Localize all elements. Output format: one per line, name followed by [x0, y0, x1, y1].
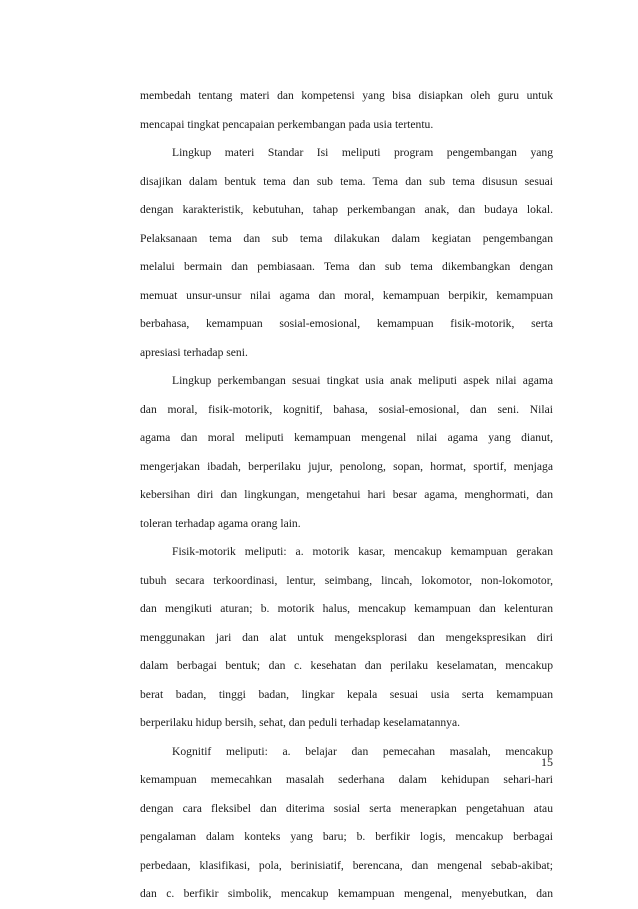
- text-line: berbahasa, kemampuan sosial-emosional, kemampuan fisik-motorik, serta: [140, 317, 553, 330]
- text-line: Pelaksanaan tema dan sub tema dilakukan dalam kegiatan pengembangan: [140, 231, 553, 245]
- text-line: mencapai tingkat pencapaian perkembangan pada usia tertentu.: [140, 117, 434, 131]
- text-line: apresiasi terhadap seni.: [140, 345, 248, 359]
- text-line: dan moral, fisik-motorik, kognitif, bahasa, sosial-emosional, dan seni. Nilai: [140, 402, 553, 416]
- text-line: toleran terhadap agama orang lain.: [140, 516, 301, 530]
- text-line: kebersihan diri dan lingkungan, mengetahui hari besar agama, menghormati, dan: [140, 488, 553, 501]
- text-line: pengalaman dalam konteks yang baru; b. berfikir logis, mencakup berbagai: [140, 830, 553, 843]
- body-text: [140, 82, 553, 909]
- text-line: Lingkup perkembangan sesuai tingkat usia anak meliputi aspek nilai agama: [172, 374, 553, 387]
- text-line: agama dan moral meliputi kemampuan mengenal nilai agama yang dianut,: [140, 431, 553, 444]
- text-line: membedah tentang materi dan kompetensi yang bisa disiapkan oleh guru untuk: [140, 89, 553, 102]
- text-line: memuat unsur-unsur nilai agama dan moral, kemampuan berpikir, kemampuan: [140, 288, 553, 302]
- text-line: berat badan, tinggi badan, lingkar kepala sesuai usia serta kemampuan: [140, 687, 553, 701]
- text-line: disajikan dalam bentuk tema dan sub tema. Tema dan sub tema disusun sesuai: [140, 174, 553, 188]
- text-line: Lingkup materi Standar Isi meliputi program pengembangan yang: [172, 146, 553, 159]
- text-line: kemampuan memecahkan masalah sederhana dalam kehidupan sehari-hari: [140, 773, 553, 786]
- text-line: dalam berbagai bentuk; dan c. kesehatan dan perilaku keselamatan, mencakup: [140, 659, 553, 672]
- text-line: Fisik-motorik meliputi: a. motorik kasar, mencakup kemampuan gerakan: [172, 545, 553, 558]
- text-line: dengan cara fleksibel dan diterima sosial serta menerapkan pengetahuan atau: [140, 801, 553, 815]
- text-line: perbedaan, klasifikasi, pola, berinisiatif, berencana, dan mengenal sebab-akibat;: [140, 858, 553, 872]
- text-line: mengerjakan ibadah, berperilaku jujur, penolong, sopan, hormat, sportif, menjaga: [140, 459, 553, 473]
- text-line: dan c. berfikir simbolik, mencakup kemampuan mengenal, menyebutkan, dan: [140, 887, 553, 900]
- text-line: berperilaku hidup bersih, sehat, dan peduli terhadap keselamatannya.: [140, 716, 460, 729]
- text-line: dan mengikuti aturan; b. motorik halus, mencakup kemampuan dan kelenturan: [140, 602, 553, 615]
- text-line: tubuh secara terkoordinasi, lentur, seimbang, lincah, lokomotor, non-lokomotor,: [140, 573, 553, 587]
- page-number: 15: [541, 755, 553, 769]
- text-line: melalui bermain dan pembiasaan. Tema dan sub tema dikembangkan dengan: [140, 260, 553, 273]
- text-line: menggunakan jari dan alat untuk mengeksplorasi dan mengekspresikan diri: [140, 630, 553, 644]
- text-line: Kognitif meliputi: a. belajar dan pemecahan masalah, mencakup: [172, 744, 553, 758]
- text-line: dengan karakteristik, kebutuhan, tahap perkembangan anak, dan budaya lokal.: [140, 203, 553, 216]
